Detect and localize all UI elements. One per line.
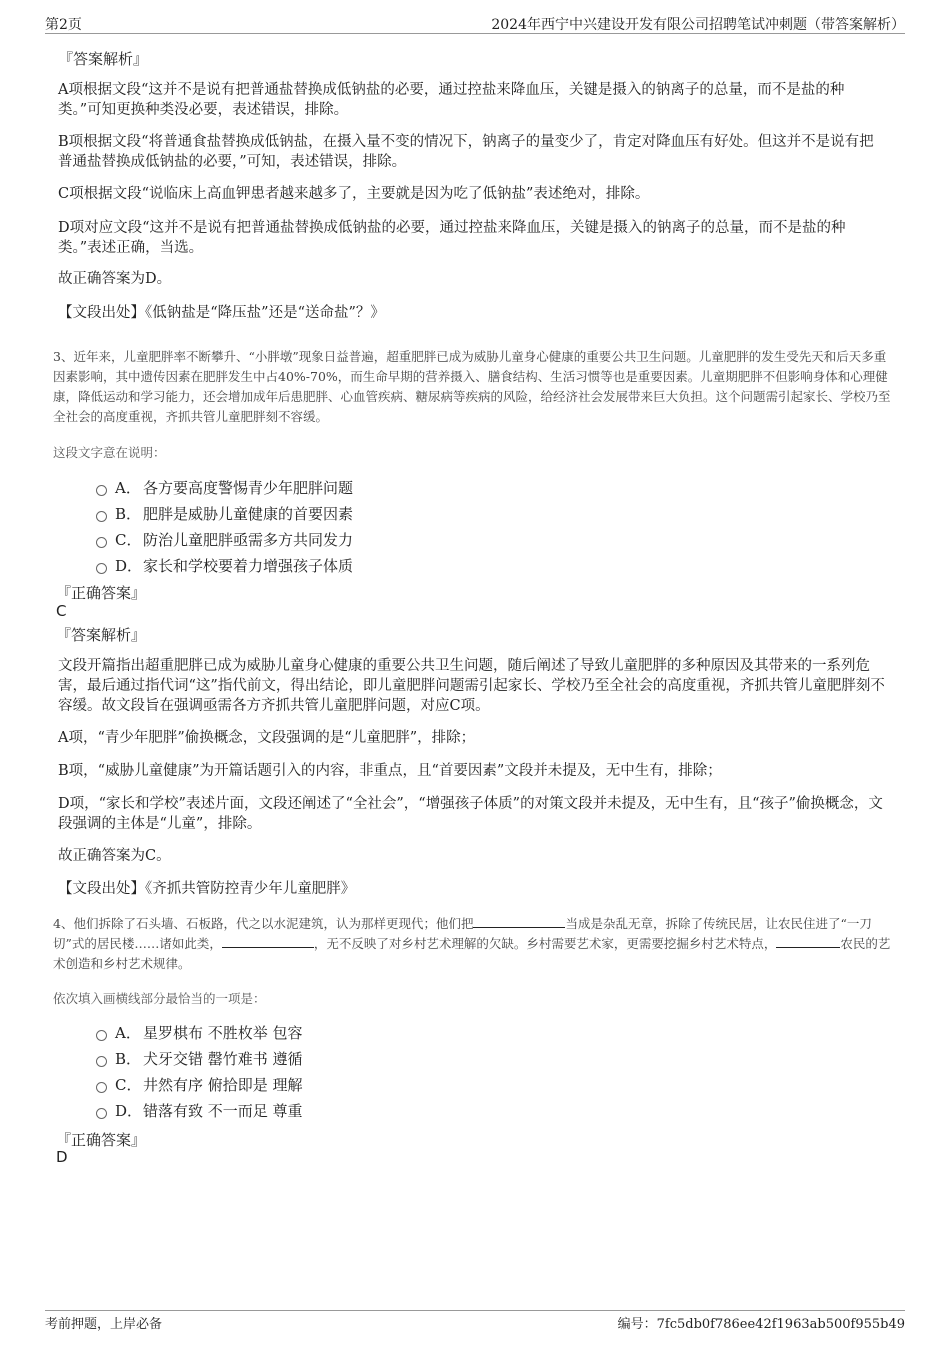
option-text: 错落有致 不一而足 尊重: [143, 1101, 303, 1120]
radio-icon[interactable]: [96, 563, 107, 574]
option-letter: A．: [115, 1023, 141, 1042]
option-letter: D．: [115, 1101, 143, 1120]
option-text: 防治儿童肥胖亟需多方共同发力: [143, 530, 354, 549]
q4-option-c[interactable]: [96, 1074, 303, 1094]
q2-analysis-b: B项根据文段“将普通食盐替换成低钠盐，在摄入量不变的情况下，钠离子的量变少了，肯定对降血压有好处。但这并不是说有把普通盐替换成低钠盐的必要，”可知，表述错误，排除。: [58, 134, 874, 170]
q3-conclusion: 故正确答案为C。: [58, 848, 171, 864]
radio-icon[interactable]: [96, 485, 107, 496]
footer-slogan: 考前押题，上岸必备: [45, 1317, 163, 1332]
radio-icon[interactable]: [96, 511, 107, 522]
q4-stem: 4、他们拆除了石头墙、石板路，代之以水泥建筑，认为那样更现代；他们把 当成是杂乱无章，拆除了传统民居，让农民住进了“一刀切”式的居民楼……诸如此类， ，无不反映了对乡村艺术理解的欠缺。乡村需要艺术家，更需要挖掘乡村艺术特点， 农民的艺术创造和乡村艺术规律。: [53, 916, 891, 971]
footer-divider: [45, 1310, 905, 1311]
q3-analysis-label: 『答案解析』: [56, 626, 147, 644]
document-code: 编号：7fc5db0f786ee42f1963ab500f955b49: [617, 1317, 905, 1332]
radio-icon[interactable]: [96, 1056, 107, 1067]
radio-icon[interactable]: [96, 1108, 107, 1119]
q3-option-b[interactable]: [96, 503, 353, 523]
radio-icon[interactable]: [96, 1030, 107, 1041]
q4-prompt: 依次填入画横线部分最恰当的一项是：: [53, 991, 266, 1006]
q3-option-c[interactable]: [96, 529, 353, 549]
q3-analysis-a: A项，“青少年肥胖”偷换概念，文段强调的是“儿童肥胖”，排除；: [58, 730, 476, 746]
q4-option-d[interactable]: [96, 1100, 303, 1120]
option-text: 犬牙交错 罄竹难书 遵循: [143, 1049, 303, 1068]
q2-conclusion: 故正确答案为D。: [58, 271, 172, 287]
radio-icon[interactable]: [96, 1082, 107, 1093]
q4-answer-label: 『正确答案』: [56, 1131, 147, 1149]
q3-answer-label: 『正确答案』: [56, 584, 147, 602]
q3-analysis-d: D项，“家长和学校”表述片面，文段还阐述了“全社会”，“增强孩子体质”的对策文段并未提及，无中生有，且“孩子”偷换概念，文段强调的主体是“儿童”，排除。: [58, 796, 883, 832]
q4-answer: D: [56, 1148, 68, 1166]
option-letter: A．: [115, 478, 141, 497]
q3-stem: 3、近年来，儿童肥胖率不断攀升、“小胖墩”现象日益普遍，超重肥胖已成为威胁儿童身心健康的重要公共卫生问题。儿童肥胖的发生受先天和后天多重因素影响，其中遗传因素在肥胖发生中占40%-70%，而生命早期的营养摄入、膳食结构、生活习惯等也是重要因素。儿童期肥胖不但影响身体和心理健康，降低运动和学习能力，还会增加成年后患肥胖、心血管疾病、糖尿病等疾病的风险，给经济社会发展带来巨大负担。这个问题需引起家长、学校乃至全社会的高度重视，齐抓共管儿童肥胖刻不容缓。: [53, 349, 891, 424]
q2-analysis-a: A项根据文段“这并不是说有把普通盐替换成低钠盐的必要，通过控盐来降血压，关键是摄入的钠离子的总量，而不是盐的种类。”可知更换种类没必要，表述错误，排除。: [58, 82, 845, 118]
q3-prompt: 这段文字意在说明：: [53, 445, 166, 460]
q3-answer: C: [56, 602, 67, 620]
option-letter: B．: [115, 504, 142, 523]
option-letter: C．: [115, 1075, 142, 1094]
option-text: 肥胖是威胁儿童健康的首要因素: [143, 504, 354, 523]
q2-analysis-d: D项对应文段“这并不是说有把普通盐替换成低钠盐的必要，通过控盐来降血压，关键是摄入的钠离子的总量，而不是盐的种类。”表述正确，当选。: [58, 220, 846, 256]
option-letter: D．: [115, 556, 143, 575]
page-number: 第2页: [45, 17, 82, 33]
q3-analysis-main: 文段开篇指出超重肥胖已成为威胁儿童身心健康的重要公共卫生问题，随后阐述了导致儿童肥胖的多种原因及其带来的一系列危害，最后通过指代词“这”指代前文，得出结论，即儿童肥胖问题需引起家长、学校乃至全社会的高度重视，齐抓共管儿童肥胖刻不容缓。故文段旨在强调亟需各方齐抓共管儿童肥胖问题，对应C项。: [58, 658, 885, 714]
q3-option-d[interactable]: [96, 555, 353, 575]
option-text: 家长和学校要着力增强孩子体质: [143, 556, 354, 575]
fill-blank-2: [222, 935, 314, 948]
option-text: 各方要高度警惕青少年肥胖问题: [143, 478, 354, 497]
q3-option-a[interactable]: [96, 477, 353, 497]
q2-analysis-label: 『答案解析』: [58, 50, 149, 68]
fill-blank-1: [473, 915, 565, 928]
q2-analysis-c: C项根据文段“说临床上高血钾患者越来越多了，主要就是因为吃了低钠盐”表述绝对，排除。: [58, 186, 650, 202]
q4-option-a[interactable]: [96, 1022, 303, 1042]
document-title: 2024年西宁中兴建设开发有限公司招聘笔试冲刺题（带答案解析）: [491, 17, 905, 33]
option-text: 井然有序 俯拾即是 理解: [143, 1075, 303, 1094]
q4-option-b[interactable]: [96, 1048, 303, 1068]
radio-icon[interactable]: [96, 537, 107, 548]
q3-analysis-b: B项，“威胁儿童健康”为开篇话题引入的内容，非重点，且“首要因素”文段并未提及，无中生有，排除；: [58, 763, 722, 779]
q2-source: 【文段出处】《低钠盐是“降压盐”还是“送命盐”？》: [58, 305, 385, 321]
header-divider: [45, 33, 905, 34]
option-letter: B．: [115, 1049, 142, 1068]
fill-blank-3: [776, 935, 840, 948]
option-text: 星罗棋布 不胜枚举 包容: [143, 1023, 303, 1042]
q3-source: 【文段出处】《齐抓共管防控青少年儿童肥胖》: [58, 881, 356, 897]
option-letter: C．: [115, 530, 142, 549]
